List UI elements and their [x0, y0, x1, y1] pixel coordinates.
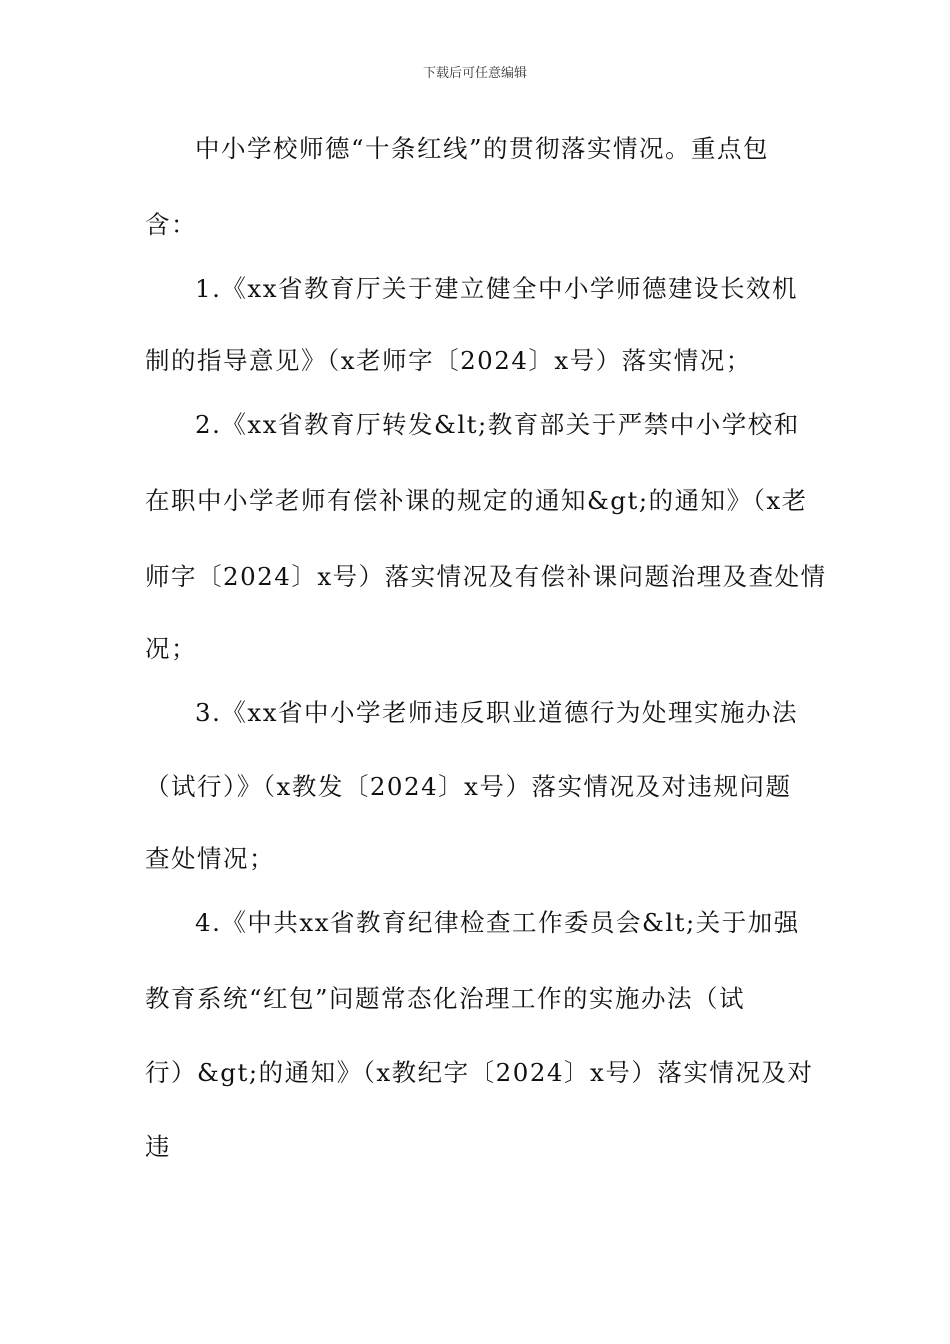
paragraph-3-line-3: 师字〔2024〕x号）落实情况及有偿补课问题治理及查处情: [145, 562, 827, 591]
paragraph-1-line-2: 含：: [145, 210, 197, 239]
paragraph-5-line-3: 行）&gt;的通知》（x教纪字〔2024〕x号）落实情况及对: [145, 1058, 814, 1087]
paragraph-1-line-1: 中小学校师德“十条红线”的贯彻落实情况。重点包: [195, 134, 770, 163]
paragraph-2-line-1: 1.《xx省教育厅关于建立健全中小学师德建设长效机: [195, 274, 799, 303]
paragraph-4-line-3: 查处情况；: [145, 844, 275, 873]
paragraph-2-line-2: 制的指导意见》（x老师字〔2024〕x号）落实情况；: [145, 346, 752, 375]
paragraph-4-line-2: （试行）》（x教发〔2024〕x号）落实情况及对违规问题: [145, 772, 792, 801]
paragraph-4-line-1: 3.《xx省中小学老师违反职业道德行为处理实施办法: [195, 698, 799, 727]
paragraph-5-line-4: 违: [145, 1132, 171, 1161]
paragraph-5-line-1: 4.《中共xx省教育纪律检查工作委员会&lt;关于加强: [195, 908, 800, 937]
paragraph-3-line-4: 况；: [145, 634, 197, 663]
paragraph-3-line-1: 2.《xx省教育厅转发&lt;教育部关于严禁中小学校和: [195, 410, 800, 439]
paragraph-3-line-2: 在职中小学老师有偿补课的规定的通知&gt;的通知》（x老: [145, 486, 808, 515]
paragraph-5-line-2: 教育系统“红包”问题常态化治理工作的实施办法（试: [145, 984, 746, 1013]
page-header: 下载后可任意编辑: [422, 66, 527, 81]
